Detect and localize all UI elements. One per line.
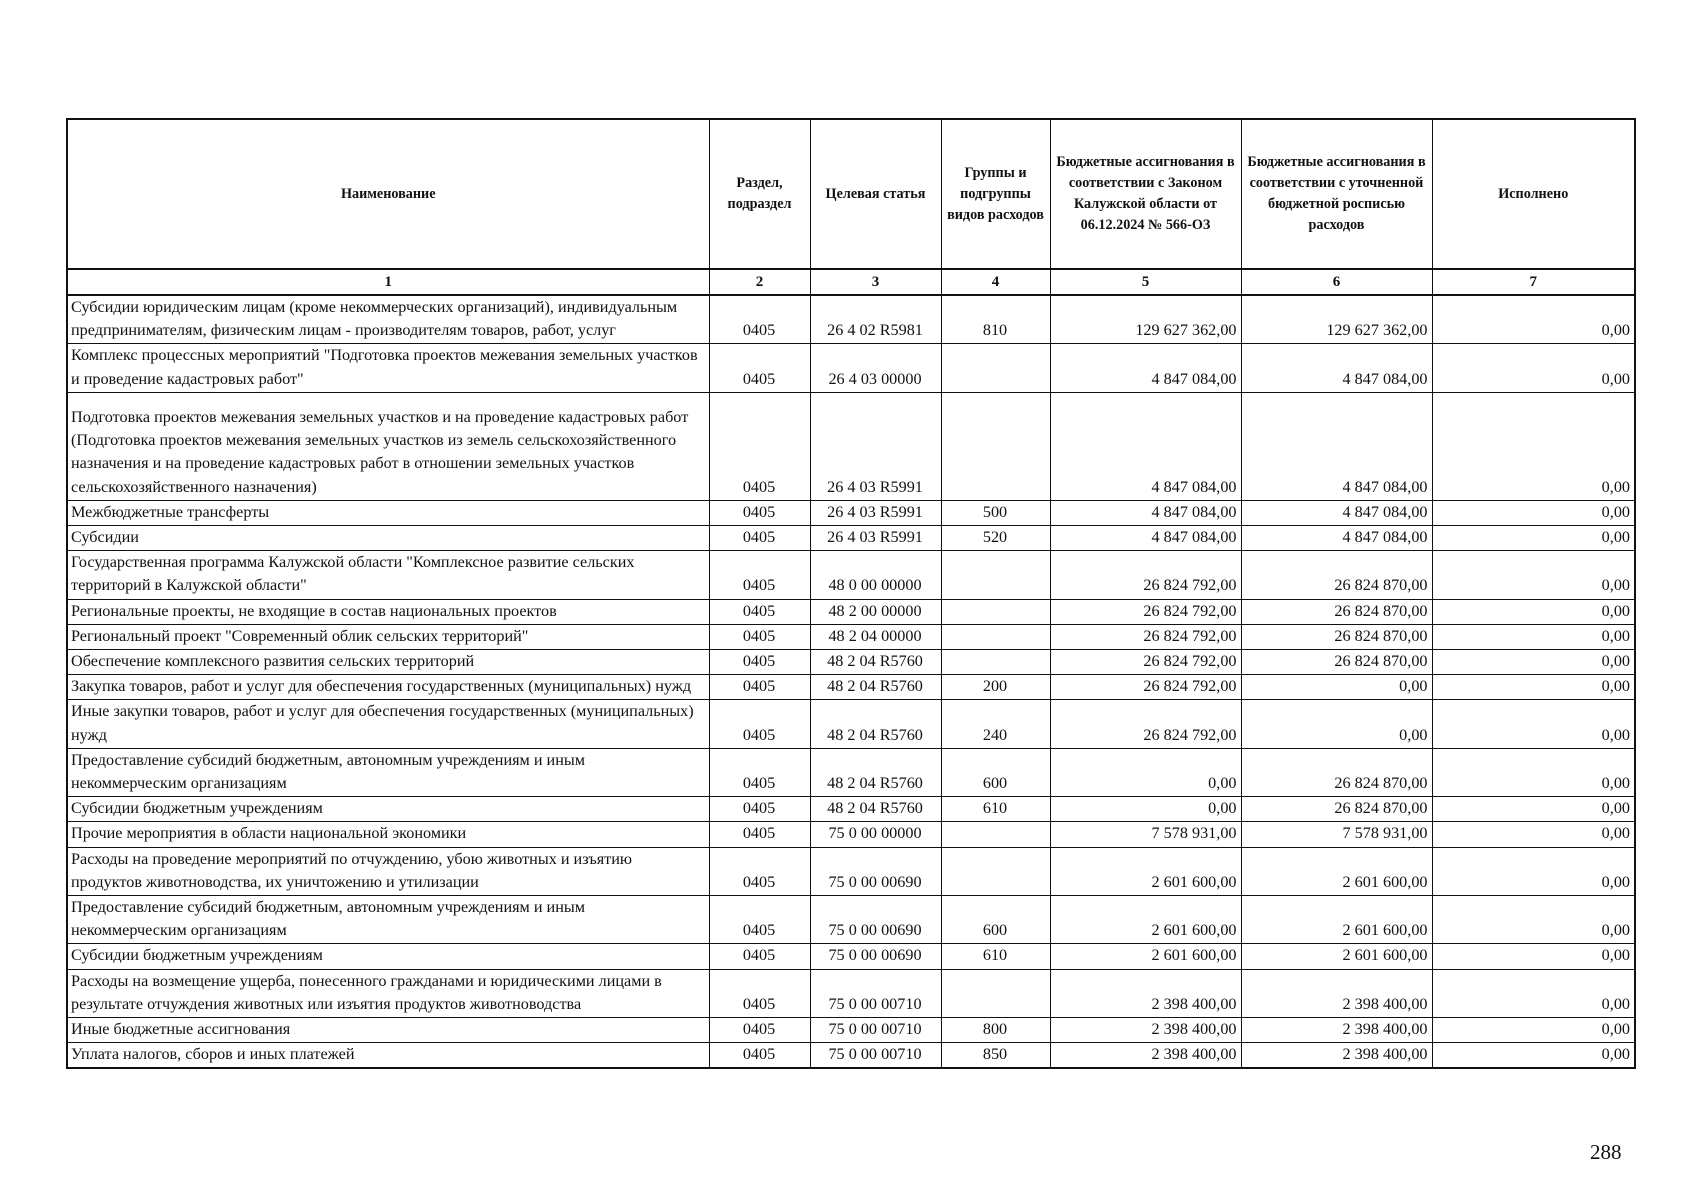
cell-refined-amount: 7 578 931,00 <box>1241 822 1432 847</box>
cell-group <box>941 969 1050 1017</box>
cell-section: 0405 <box>709 896 810 944</box>
header-target: Целевая статья <box>810 119 941 269</box>
cell-name: Субсидии юридическим лицам (кроме некоммерческих организаций), индивидуальным предпринимателям, физическим лицам - производителям товаров, работ, услуг <box>67 295 709 344</box>
column-number-row <box>67 269 1635 295</box>
cell-law-amount: 2 398 400,00 <box>1050 969 1241 1017</box>
cell-name: Межбюджетные трансферты <box>67 500 709 525</box>
cell-law-amount: 129 627 362,00 <box>1050 295 1241 344</box>
cell-refined-amount: 0,00 <box>1241 675 1432 700</box>
cell-group: 500 <box>941 500 1050 525</box>
table-row <box>67 700 1635 748</box>
cell-section: 0405 <box>709 822 810 847</box>
cell-group: 600 <box>941 748 1050 796</box>
cell-refined-amount: 2 601 600,00 <box>1241 944 1432 969</box>
cell-executed-amount: 0,00 <box>1432 748 1635 796</box>
cell-law-amount: 2 398 400,00 <box>1050 1018 1241 1043</box>
cell-target: 26 4 03 R5991 <box>810 392 941 500</box>
cell-target: 48 0 00 00000 <box>810 551 941 599</box>
cell-refined-amount: 26 824 870,00 <box>1241 797 1432 822</box>
cell-executed-amount: 0,00 <box>1432 896 1635 944</box>
cell-refined-amount: 26 824 870,00 <box>1241 624 1432 649</box>
table-row <box>67 526 1635 551</box>
cell-group <box>941 650 1050 675</box>
cell-section: 0405 <box>709 344 810 392</box>
cell-target: 26 4 03 R5991 <box>810 526 941 551</box>
header-refined: Бюджетные ассигнования в соответствии с уточненной бюджетной росписью расходов <box>1241 119 1432 269</box>
table-row <box>67 624 1635 649</box>
cell-executed-amount: 0,00 <box>1432 392 1635 500</box>
cell-executed-amount: 0,00 <box>1432 969 1635 1017</box>
cell-target: 75 0 00 00000 <box>810 822 941 847</box>
table-row <box>67 500 1635 525</box>
cell-refined-amount: 26 824 870,00 <box>1241 650 1432 675</box>
cell-executed-amount: 0,00 <box>1432 822 1635 847</box>
cell-name: Иные закупки товаров, работ и услуг для обеспечения государственных (муниципальных) нужд <box>67 700 709 748</box>
cell-law-amount: 4 847 084,00 <box>1050 344 1241 392</box>
cell-refined-amount: 129 627 362,00 <box>1241 295 1432 344</box>
cell-target: 26 4 03 00000 <box>810 344 941 392</box>
cell-executed-amount: 0,00 <box>1432 500 1635 525</box>
cell-law-amount: 2 601 600,00 <box>1050 847 1241 895</box>
cell-name: Обеспечение комплексного развития сельских территорий <box>67 650 709 675</box>
cell-target: 75 0 00 00710 <box>810 1043 941 1069</box>
column-number: 7 <box>1432 269 1635 295</box>
table-row <box>67 797 1635 822</box>
table-header <box>67 119 1635 295</box>
table-row <box>67 748 1635 796</box>
cell-refined-amount: 26 824 870,00 <box>1241 599 1432 624</box>
cell-refined-amount: 4 847 084,00 <box>1241 392 1432 500</box>
table-row <box>67 599 1635 624</box>
cell-name: Субсидии бюджетным учреждениям <box>67 797 709 822</box>
cell-section: 0405 <box>709 624 810 649</box>
cell-executed-amount: 0,00 <box>1432 295 1635 344</box>
page-number: 288 <box>1590 1140 1622 1164</box>
table-row <box>67 1018 1635 1043</box>
cell-target: 48 2 04 R5760 <box>810 650 941 675</box>
cell-law-amount: 26 824 792,00 <box>1050 650 1241 675</box>
table-row <box>67 1043 1635 1069</box>
table-row <box>67 822 1635 847</box>
cell-name: Комплекс процессных мероприятий "Подготовка проектов межевания земельных участков и проведение кадастровых работ" <box>67 344 709 392</box>
cell-law-amount: 26 824 792,00 <box>1050 675 1241 700</box>
cell-name: Предоставление субсидий бюджетным, автономным учреждениям и иным некоммерческим организациям <box>67 896 709 944</box>
cell-refined-amount: 0,00 <box>1241 700 1432 748</box>
cell-refined-amount: 2 398 400,00 <box>1241 969 1432 1017</box>
cell-target: 48 2 04 R5760 <box>810 748 941 796</box>
cell-group: 520 <box>941 526 1050 551</box>
cell-group <box>941 551 1050 599</box>
cell-law-amount: 2 601 600,00 <box>1050 944 1241 969</box>
cell-executed-amount: 0,00 <box>1432 700 1635 748</box>
cell-name: Прочие мероприятия в области национальной экономики <box>67 822 709 847</box>
table-row <box>67 847 1635 895</box>
cell-group <box>941 344 1050 392</box>
cell-law-amount: 2 398 400,00 <box>1050 1043 1241 1069</box>
cell-law-amount: 26 824 792,00 <box>1050 599 1241 624</box>
table-row <box>67 344 1635 392</box>
table-row <box>67 896 1635 944</box>
cell-target: 48 2 00 00000 <box>810 599 941 624</box>
cell-name: Расходы на возмещение ущерба, понесенного гражданами и юридическими лицами в результате отчуждения животных или изъятия продуктов животноводства <box>67 969 709 1017</box>
cell-law-amount: 4 847 084,00 <box>1050 392 1241 500</box>
cell-target: 48 2 04 R5760 <box>810 675 941 700</box>
cell-executed-amount: 0,00 <box>1432 1018 1635 1043</box>
cell-executed-amount: 0,00 <box>1432 599 1635 624</box>
cell-section: 0405 <box>709 650 810 675</box>
cell-law-amount: 0,00 <box>1050 797 1241 822</box>
cell-law-amount: 7 578 931,00 <box>1050 822 1241 847</box>
cell-name: Закупка товаров, работ и услуг для обеспечения государственных (муниципальных) нужд <box>67 675 709 700</box>
cell-section: 0405 <box>709 1043 810 1069</box>
cell-refined-amount: 2 601 600,00 <box>1241 896 1432 944</box>
cell-refined-amount: 4 847 084,00 <box>1241 526 1432 551</box>
cell-target: 48 2 04 R5760 <box>810 797 941 822</box>
cell-group: 610 <box>941 944 1050 969</box>
cell-law-amount: 0,00 <box>1050 748 1241 796</box>
column-number: 3 <box>810 269 941 295</box>
cell-section: 0405 <box>709 748 810 796</box>
cell-group <box>941 392 1050 500</box>
cell-executed-amount: 0,00 <box>1432 1043 1635 1069</box>
table-row <box>67 650 1635 675</box>
cell-group <box>941 847 1050 895</box>
cell-target: 48 2 04 00000 <box>810 624 941 649</box>
cell-target: 26 4 02 R5981 <box>810 295 941 344</box>
cell-executed-amount: 0,00 <box>1432 624 1635 649</box>
cell-section: 0405 <box>709 700 810 748</box>
header-executed: Исполнено <box>1432 119 1635 269</box>
table-row <box>67 551 1635 599</box>
cell-law-amount: 4 847 084,00 <box>1050 526 1241 551</box>
cell-target: 75 0 00 00690 <box>810 896 941 944</box>
cell-group: 850 <box>941 1043 1050 1069</box>
header-section: Раздел, подраздел <box>709 119 810 269</box>
cell-executed-amount: 0,00 <box>1432 650 1635 675</box>
cell-law-amount: 26 824 792,00 <box>1050 551 1241 599</box>
cell-name: Государственная программа Калужской области "Комплексное развитие сельских территорий в Калужской области" <box>67 551 709 599</box>
header-law: Бюджетные ассигнования в соответствии с Законом Калужской области от 06.12.2024 № 566-ОЗ <box>1050 119 1241 269</box>
header-groups: Группы и подгруппы видов расходов <box>941 119 1050 269</box>
cell-section: 0405 <box>709 944 810 969</box>
cell-executed-amount: 0,00 <box>1432 675 1635 700</box>
cell-target: 75 0 00 00710 <box>810 969 941 1017</box>
cell-law-amount: 2 601 600,00 <box>1050 896 1241 944</box>
cell-group <box>941 624 1050 649</box>
cell-executed-amount: 0,00 <box>1432 847 1635 895</box>
cell-section: 0405 <box>709 392 810 500</box>
cell-target: 75 0 00 00690 <box>810 944 941 969</box>
cell-section: 0405 <box>709 847 810 895</box>
budget-table <box>66 118 1636 1069</box>
cell-section: 0405 <box>709 797 810 822</box>
cell-section: 0405 <box>709 551 810 599</box>
cell-name: Предоставление субсидий бюджетным, автономным учреждениям и иным некоммерческим организациям <box>67 748 709 796</box>
cell-name: Региональный проект "Современный облик сельских территорий" <box>67 624 709 649</box>
cell-group <box>941 599 1050 624</box>
cell-refined-amount: 4 847 084,00 <box>1241 344 1432 392</box>
cell-name: Субсидии бюджетным учреждениям <box>67 944 709 969</box>
cell-executed-amount: 0,00 <box>1432 944 1635 969</box>
cell-refined-amount: 2 398 400,00 <box>1241 1043 1432 1069</box>
cell-group: 200 <box>941 675 1050 700</box>
cell-refined-amount: 26 824 870,00 <box>1241 551 1432 599</box>
cell-executed-amount: 0,00 <box>1432 797 1635 822</box>
column-number: 6 <box>1241 269 1432 295</box>
column-number: 4 <box>941 269 1050 295</box>
cell-section: 0405 <box>709 675 810 700</box>
cell-executed-amount: 0,00 <box>1432 551 1635 599</box>
column-number: 5 <box>1050 269 1241 295</box>
cell-target: 75 0 00 00710 <box>810 1018 941 1043</box>
cell-name: Региональные проекты, не входящие в состав национальных проектов <box>67 599 709 624</box>
cell-executed-amount: 0,00 <box>1432 344 1635 392</box>
cell-target: 75 0 00 00690 <box>810 847 941 895</box>
table-row <box>67 944 1635 969</box>
cell-name: Подготовка проектов межевания земельных участков и на проведение кадастровых работ (Подготовка проектов межевания земельных участков из земель сельскохозяйственного назначения и на проведение кадастровых работ в отношении земельных участков сельскохозяйственного назначения) <box>67 392 709 500</box>
cell-group: 810 <box>941 295 1050 344</box>
cell-name: Иные бюджетные ассигнования <box>67 1018 709 1043</box>
cell-law-amount: 26 824 792,00 <box>1050 624 1241 649</box>
column-number: 1 <box>67 269 709 295</box>
cell-refined-amount: 2 601 600,00 <box>1241 847 1432 895</box>
cell-refined-amount: 26 824 870,00 <box>1241 748 1432 796</box>
cell-name: Уплата налогов, сборов и иных платежей <box>67 1043 709 1069</box>
table-row <box>67 392 1635 500</box>
cell-section: 0405 <box>709 1018 810 1043</box>
cell-section: 0405 <box>709 500 810 525</box>
cell-section: 0405 <box>709 969 810 1017</box>
cell-group <box>941 822 1050 847</box>
cell-refined-amount: 4 847 084,00 <box>1241 500 1432 525</box>
column-number: 2 <box>709 269 810 295</box>
cell-group: 600 <box>941 896 1050 944</box>
cell-group: 240 <box>941 700 1050 748</box>
cell-executed-amount: 0,00 <box>1432 526 1635 551</box>
cell-section: 0405 <box>709 599 810 624</box>
cell-refined-amount: 2 398 400,00 <box>1241 1018 1432 1043</box>
header-name: Наименование <box>67 119 709 269</box>
cell-law-amount: 4 847 084,00 <box>1050 500 1241 525</box>
table-row <box>67 675 1635 700</box>
table-row <box>67 969 1635 1017</box>
table-body <box>67 295 1635 1068</box>
cell-law-amount: 26 824 792,00 <box>1050 700 1241 748</box>
cell-target: 48 2 04 R5760 <box>810 700 941 748</box>
table-row <box>67 295 1635 344</box>
cell-name: Субсидии <box>67 526 709 551</box>
cell-group: 800 <box>941 1018 1050 1043</box>
budget-sheet <box>66 118 1634 1069</box>
cell-name: Расходы на проведение мероприятий по отчуждению, убою животных и изъятию продуктов животноводства, их уничтожению и утилизации <box>67 847 709 895</box>
cell-group: 610 <box>941 797 1050 822</box>
cell-target: 26 4 03 R5991 <box>810 500 941 525</box>
cell-section: 0405 <box>709 526 810 551</box>
cell-section: 0405 <box>709 295 810 344</box>
